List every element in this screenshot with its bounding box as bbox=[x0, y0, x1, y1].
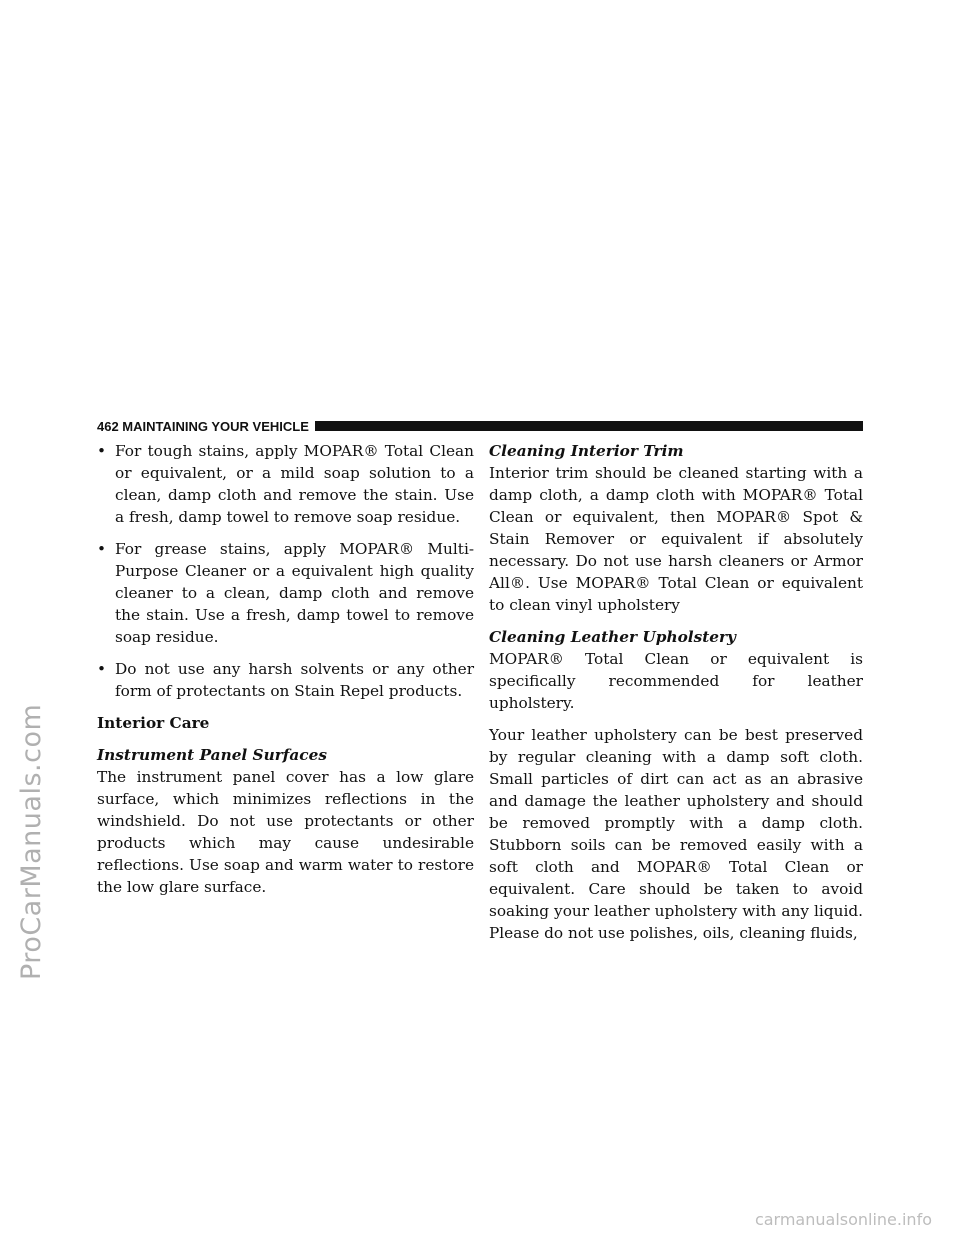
bullet-icon: • bbox=[97, 540, 107, 558]
paragraph-interior-trim: Interior trim should be cleaned starting with a damp cloth, a damp cloth with MOPAR® Total Clean or equivalent, then MOPAR® Spot & Stain Remover or equivalent if absolutely necessary. Do not use harsh cleaners or Armor All®. Use MOPAR® Total Clean or equivalent to clean vinyl upholstery bbox=[489, 464, 863, 614]
subheading-instrument-panel: Instrument Panel Surfaces bbox=[97, 746, 327, 764]
bullet-item bbox=[97, 440, 474, 528]
paragraph-leather-care: Your leather upholstery can be best preserved by regular cleaning with a damp soft cloth. Small particles of dirt can act as an abrasive and damage the leather upholstery and should be removed promptly with a damp cloth. Stubborn soils can be removed easily with a soft cloth and MOPAR® Total Clean or equivalent. Care should be taken to avoid soaking your leather upholstery with any liquid. Please do not use polishes, oils, cleaning fluids, bbox=[489, 726, 863, 942]
side-watermark: ProCarManuals.com bbox=[16, 703, 47, 980]
section-heading: Interior Care bbox=[97, 714, 210, 732]
bullet-icon: • bbox=[97, 660, 107, 678]
page-header bbox=[97, 417, 863, 435]
bullet-text: For grease stains, apply MOPAR® Multi-Purpose Cleaner or a equivalent high quality cleaner to a clean, damp cloth and remove the stain. Use a fresh, damp towel to remove soap residue. bbox=[115, 540, 474, 646]
left-column bbox=[97, 440, 474, 908]
right-column bbox=[489, 440, 863, 954]
page-label: 462 MAINTAINING YOUR VEHICLE bbox=[97, 418, 309, 434]
bullet-item bbox=[97, 538, 474, 648]
subheading-leather: Cleaning Leather Upholstery bbox=[489, 628, 736, 646]
subheading-interior-trim: Cleaning Interior Trim bbox=[489, 442, 684, 460]
bullet-item bbox=[97, 658, 474, 702]
paragraph-instrument-panel: The instrument panel cover has a low glare surface, which minimizes reflections in the windshield. Do not use protectants or other products which may cause undesirable reflections. Use soap and warm water to restore the low glare surface. bbox=[97, 768, 474, 896]
bullet-text: For tough stains, apply MOPAR® Total Clean or equivalent, or a mild soap solution to a clean, damp cloth and remove the stain. Use a fresh, damp towel to remove soap residue. bbox=[115, 442, 474, 526]
paragraph-leather-recommendation: MOPAR® Total Clean or equivalent is specifically recommended for leather upholstery. bbox=[489, 650, 863, 712]
bullet-icon: • bbox=[97, 442, 107, 460]
header-rule bbox=[315, 421, 863, 431]
bullet-text: Do not use any harsh solvents or any other form of protectants on Stain Repel products. bbox=[115, 660, 474, 700]
bottom-watermark: carmanualsonline.info bbox=[754, 1210, 932, 1229]
